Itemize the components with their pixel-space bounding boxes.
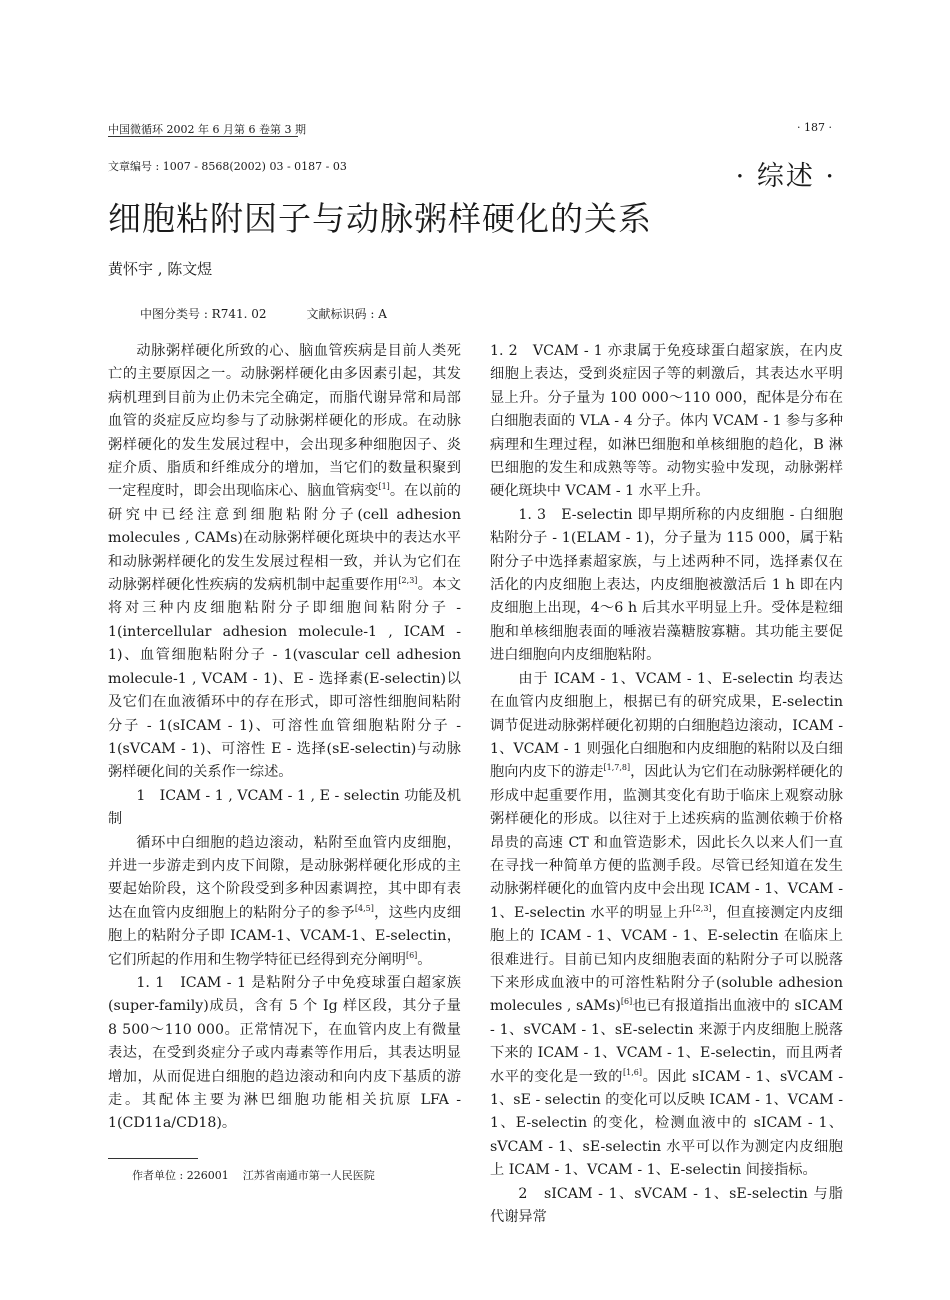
footnote-rule <box>108 1158 198 1159</box>
footnote <box>132 1167 375 1183</box>
paragraph-icam1: 1. 1 ICAM - 1 是粘附分子中免疫球蛋白超家族(super-family)成员，含有 5 个 Ig 样区段，其分子量 8 500～110 000。正常情况下，在血管内皮上有微量表达，在受到炎症分子或内毒素等作用后，其表达明显增加，从而促进白细胞的趋边滚动和向内皮下基质的游走。其配体主要为淋巴细胞功能相关抗原 LFA - 1(CD11a/CD18)。 <box>108 974 461 1132</box>
section-heading-1: 1 ICAM - 1 , VCAM - 1 , E - selectin 功能及机制 <box>108 787 461 828</box>
footnote-affiliation: 江苏省南通市第一人民医院 <box>242 1169 375 1182</box>
section-heading-2: 2 sICAM - 1、sVCAM - 1、sE-selectin 与脂代谢异常 <box>490 1185 843 1226</box>
clc-code: 中图分类号 : R741. 02 <box>140 307 267 321</box>
left-column <box>108 340 461 1136</box>
article-title: 细胞粘附因子与动脉粥样硬化的关系 <box>108 199 652 238</box>
right-column-content <box>490 340 843 1229</box>
section-label: · 综述 · <box>735 161 836 192</box>
paragraph-eselectin: 1. 3 E-selectin 即早期所称的内皮细胞 - 白细胞粘附分子 - 1(ELAM - 1)，分子量为 115 000，属于粘附分子中选择素超家族，与上述两种不同，选择素仅在活化的内皮细胞上表达，内皮细胞被激活后 1 h 即在内皮细胞上出现，4～6 h 后其水平明显上升。受体是粒细胞和单核细胞表面的唾液岩藻糖胺寡糖。其功能主要促进白细胞向内皮细胞粘附。 <box>490 506 843 664</box>
article-number: 文章编号 : 1007 - 8568(2002) 03 - 0187 - 03 <box>108 160 347 173</box>
authors: 黄怀宇 , 陈文煜 <box>108 260 213 278</box>
header-rule <box>108 136 298 137</box>
footnote-label: 作者单位 : 226001 <box>132 1169 229 1182</box>
document-code: 文献标识码 : A <box>306 307 387 321</box>
paragraph-mechanism: 循环中白细胞的趋边滚动，粘附至血管内皮细胞，并进一步游走到内皮下间隙，是动脉粥样硬化形成的主要起始阶段，这个阶段受到多种因素调控，其中即有表达在血管内皮细胞上的粘附分子的参予[4,5]，这些内皮细胞上的粘附分子即 ICAM-1、VCAM-1、E-selectin，它们所起的作用和生物学特征已经得到充分阐明[6]。 <box>108 834 461 968</box>
paragraph-monitoring: 由于 ICAM - 1、VCAM - 1、E-selectin 均表达在血管内皮细胞上，根据已有的研究成果，E-selectin 调节促进动脉粥样硬化初期的白细胞趋边滚动，ICAM - 1、VCAM - 1 则强化白细胞和内皮细胞的粘附以及白细胞向内皮下的游走[1,7,8]，因此认为它们在动脉粥样硬化的形成中起重要作用，监测其变化有助于临床上观察动脉粥样硬化的形成。以往对于上述疾病的监测依赖于价格昂贵的高速 CT 和血管造影术，因此长久以来人们一直在寻找一种简单方便的监测手段。尽管已经知道在发生动脉粥样硬化的血管内皮中会出现 ICAM - 1、VCAM - 1、E-selectin 水平的明显上升[2,3]，但直接测定内皮细胞上的 ICAM - 1、VCAM - 1、E-selectin 在临床上很难进行。目前已知内皮细胞表面的粘附分子可以脱落下来形成血液中的可溶性粘附分子(soluble adhesion molecules , sAMs)[6]也已有报道指出血液中的 sICAM - 1、sVCAM - 1、sE-selectin 来源于内皮细胞上脱落下来的 ICAM - 1、VCAM - 1、E-selectin，而且两者水平的变化是一致的[1,6]。因此 sICAM - 1、sVCAM - 1、sE - selectin 的变化可以反映 ICAM - 1、VCAM - 1、E-selectin 的变化，检测血液中的 sICAM - 1、sVCAM - 1、sE-selectin 水平可以作为测定内皮细胞上 ICAM - 1、VCAM - 1、E-selectin 间接指标。 <box>490 670 843 1179</box>
paragraph-vcam1-continued: 1. 2 VCAM - 1 亦隶属于免疫球蛋白超家族，在内皮细胞上表达，受到炎症因子等的刺激后，其表达水平明显上升。分子量为 100 000～110 000，配体是分布在白细胞表面的 VLA - 4 分子。体内 VCAM - 1 参与多种病理和生理过程，如淋巴细胞和单核细胞的趋化，B 淋巴细胞的发生和成熟等等。动物实验中发现，动脉粥样硬化斑块中 VCAM - 1 水平上升。 <box>490 343 843 500</box>
journal-citation: 中国微循环 2002 年 6 月第 6 卷第 3 期 <box>108 123 306 136</box>
paragraph-intro: 动脉粥样硬化所致的心、脑血管疾病是目前人类死亡的主要原因之一。动脉粥样硬化由多因素引起，其发病机理到目前为止仍未完全确定，而脂代谢异常和局部血管的炎症反应均参与了动脉粥样硬化的形成。在动脉粥样硬化的发生发展过程中，会出现多种细胞因子、炎症介质、脂质和纤维成分的增加，当它们的数量积聚到一定程度时，即会出现临床心、脑血管病变[1]。在以前的研究中已经注意到细胞粘附分子(cell adhesion molecules , CAMs)在动脉粥样硬化斑块中的表达水平和动脉粥样硬化的发生发展过程相一致，并认为它们在动脉粥样硬化性疾病的发病机制中起重要作用[2,3]。本文将对三种内皮细胞粘附分子即细胞间粘附分子 - 1(intercellular adhesion molecule-1 , ICAM - 1)、血管细胞粘附分子 - 1(vascular cell adhesion molecule-1 , VCAM - 1)、E - 选择素(E-selectin)以及它们在血液循环中的存在形式，即可溶性细胞间粘附分子 - 1(sICAM - 1)、可溶性血管细胞粘附分子 - 1(sVCAM - 1)、可溶性 E - 选择(sE-selectin)与动脉粥样硬化间的关系作一综述。 <box>108 343 461 781</box>
classification-line <box>140 305 387 322</box>
page-number: · 187 · <box>797 121 832 134</box>
